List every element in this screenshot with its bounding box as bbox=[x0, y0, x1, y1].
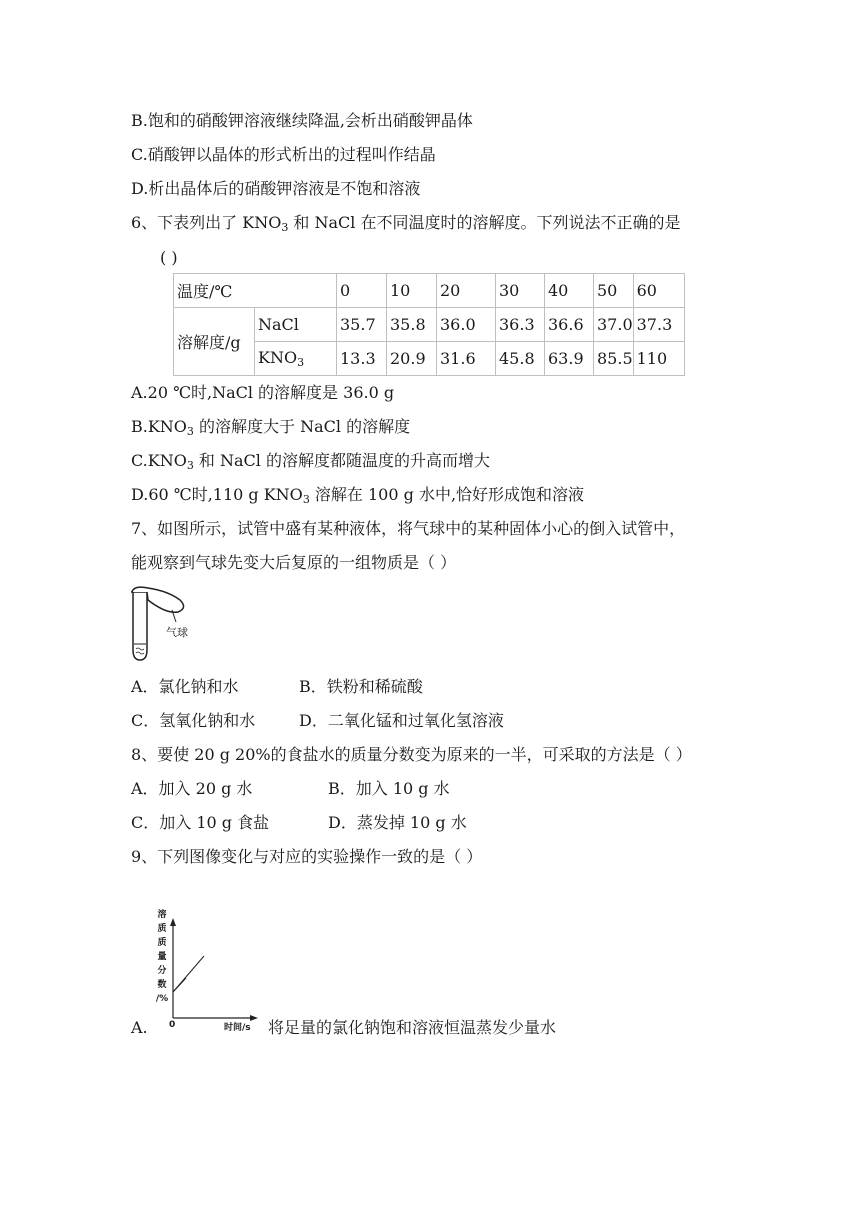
q6-option-b-post: 的溶解度大于 NaCl 的溶解度 bbox=[193, 417, 411, 436]
nacl-cell: 36.0 bbox=[437, 308, 496, 342]
q6-option-c-pre: C.KNO bbox=[131, 451, 187, 470]
graph-origin: 0 bbox=[169, 1020, 176, 1030]
q8-option-d: D．蒸发掉 10 g 水 bbox=[328, 813, 467, 832]
table-row-temp bbox=[174, 274, 685, 308]
nacl-cell: 35.8 bbox=[387, 308, 437, 342]
test-tube-balloon-figure bbox=[128, 586, 208, 666]
q7-option-b: B．铁粉和稀硫酸 bbox=[299, 677, 423, 696]
kno3-cell: 13.3 bbox=[337, 342, 387, 376]
ylabel-char: 量 bbox=[157, 952, 167, 962]
kno3-cell: 110 bbox=[633, 342, 684, 376]
kno3-label bbox=[255, 342, 337, 376]
q6-paren: ( ) bbox=[160, 248, 178, 267]
nacl-cell: 36.6 bbox=[545, 308, 594, 342]
q6-stem bbox=[131, 213, 681, 238]
q6-option-c bbox=[131, 451, 490, 476]
q6-option-a: A.20 ℃时,NaCl 的溶解度是 36.0 g bbox=[131, 383, 395, 402]
q6-option-b-pre: B.KNO bbox=[131, 417, 187, 436]
ylabel-char: 质 bbox=[157, 938, 167, 948]
q6-option-b-sub: 3 bbox=[186, 425, 194, 438]
q9-option-a-text: 将足量的氯化钠饱和溶液恒温蒸发少量水 bbox=[268, 1018, 557, 1037]
ylabel-char: 数 bbox=[157, 980, 167, 990]
q6-stem-post: 和 NaCl 在不同温度时的溶解度。下列说法不正确的是 bbox=[288, 213, 681, 232]
q9-stem: 9、下列图像变化与对应的实验操作一致的是（ ） bbox=[131, 847, 483, 866]
graph-ylabel bbox=[155, 908, 169, 1006]
kno3-cell: 20.9 bbox=[387, 342, 437, 376]
q7-option-d: D．二氧化锰和过氧化氢溶液 bbox=[299, 711, 504, 730]
solubility-table bbox=[173, 273, 685, 376]
ylabel-char: 质 bbox=[157, 924, 167, 934]
temp-cell: 20 bbox=[437, 274, 496, 308]
q6-option-c-post: 和 NaCl 的溶解度都随温度的升高而增大 bbox=[193, 451, 490, 470]
q6-option-d-post: 溶解在 100 g 水中,恰好形成饱和溶液 bbox=[309, 485, 585, 504]
kno3-cell: 31.6 bbox=[437, 342, 496, 376]
q6-option-b bbox=[131, 417, 410, 442]
q8-option-b: B．加入 10 g 水 bbox=[328, 779, 450, 798]
nacl-cell: 37.0 bbox=[594, 308, 634, 342]
q5-option-b: B.饱和的硝酸钾溶液继续降温,会析出硝酸钾晶体 bbox=[131, 111, 473, 130]
q7-option-c: C．氢氧化钠和水 bbox=[131, 711, 256, 730]
q9-option-a-graph bbox=[152, 906, 264, 1036]
table-row-nacl bbox=[174, 308, 685, 342]
q9-option-a-letter: A. bbox=[131, 1018, 148, 1037]
kno3-cell: 45.8 bbox=[496, 342, 545, 376]
q7-option-a: A．氯化钠和水 bbox=[131, 677, 239, 696]
ylabel-char: 溶 bbox=[157, 910, 167, 920]
nacl-cell: 36.3 bbox=[496, 308, 545, 342]
q7-stem-line2: 能观察到气球先变大后复原的一组物质是（ ） bbox=[131, 553, 457, 572]
balloon-label: 气球 bbox=[166, 626, 188, 639]
q6-stem-pre: 6、下表列出了 KNO bbox=[131, 213, 282, 232]
q5-option-c: C.硝酸钾以晶体的形式析出的过程叫作结晶 bbox=[131, 145, 436, 164]
q5-option-d: D.析出晶体后的硝酸钾溶液是不饱和溶液 bbox=[131, 179, 421, 198]
temp-cell: 30 bbox=[496, 274, 545, 308]
kno3-label-sub: 3 bbox=[297, 356, 305, 369]
ylabel-char: 分 bbox=[157, 966, 167, 976]
nacl-cell: 37.3 bbox=[633, 308, 684, 342]
q6-option-d-sub: 3 bbox=[302, 493, 310, 506]
nacl-label: NaCl bbox=[255, 308, 337, 342]
temp-cell: 50 bbox=[594, 274, 634, 308]
q8-option-a: A．加入 20 g 水 bbox=[131, 779, 253, 798]
kno3-cell: 85.5 bbox=[594, 342, 634, 376]
q6-option-d bbox=[131, 485, 584, 510]
solubility-label: 溶解度/g bbox=[174, 308, 255, 376]
q6-stem-sub: 3 bbox=[281, 221, 289, 234]
temp-label: 温度/℃ bbox=[174, 274, 337, 308]
nacl-cell: 35.7 bbox=[337, 308, 387, 342]
temp-cell: 0 bbox=[337, 274, 387, 308]
temp-cell: 60 bbox=[633, 274, 684, 308]
ylabel-char: /% bbox=[155, 994, 169, 1004]
q8-stem: 8、要使 20 g 20%的食盐水的质量分数变为原来的一半，可采取的方法是（ ） bbox=[131, 745, 692, 764]
kno3-label-text: KNO bbox=[258, 348, 298, 367]
q8-option-c: C．加入 10 g 食盐 bbox=[131, 813, 270, 832]
temp-cell: 10 bbox=[387, 274, 437, 308]
temp-cell: 40 bbox=[545, 274, 594, 308]
q7-stem-line1: 7、如图所示，试管中盛有某种液体，将气球中的某种固体小心的倒入试管中， bbox=[131, 519, 686, 538]
graph-xlabel: 时间/s bbox=[224, 1023, 251, 1033]
kno3-cell: 63.9 bbox=[545, 342, 594, 376]
q6-option-c-sub: 3 bbox=[186, 459, 194, 472]
q6-option-d-pre: D.60 ℃时,110 g KNO bbox=[131, 485, 303, 504]
